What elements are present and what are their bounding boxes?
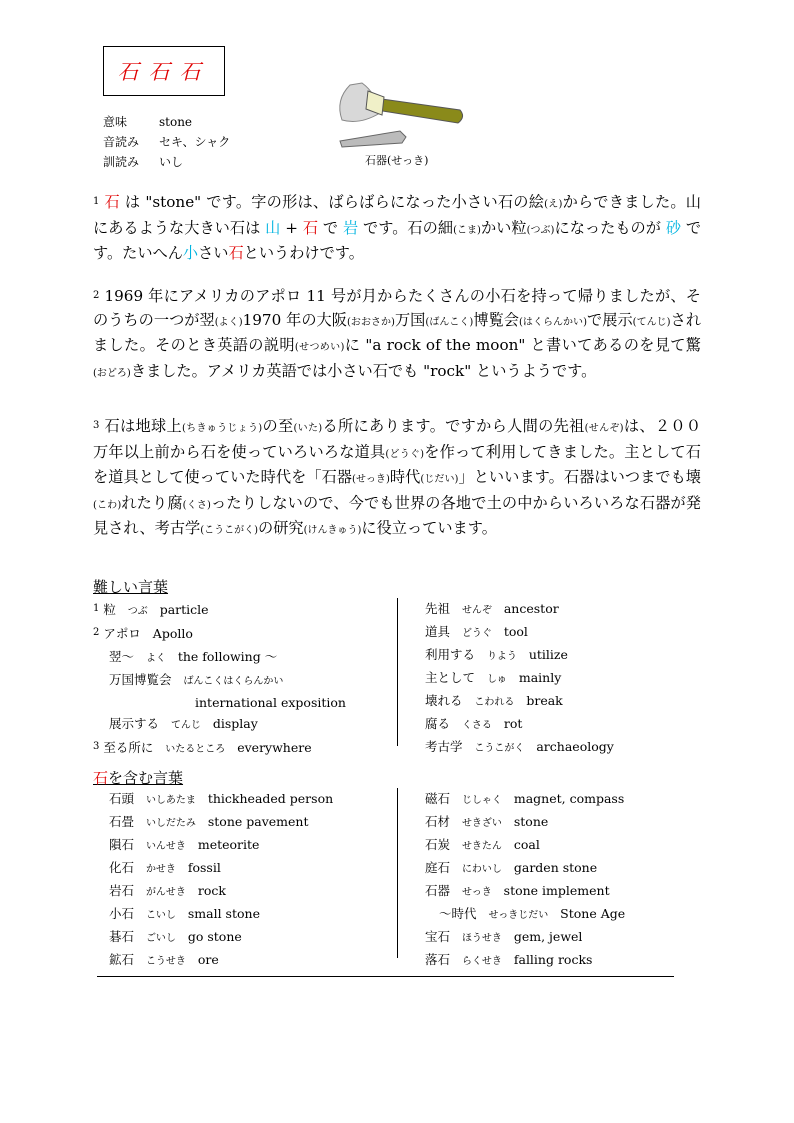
vocab-row: 落石 らくせき falling rocks (425, 952, 593, 967)
paragraph-2: 2 1969 年にアメリカのアポロ 11 号が月からたくさんの小石を持って帰りましたが、そのうちの一つが翌(よく)1970 年の大阪(おおさか)万国(ばんこく)博覧会(はくらんかい)で展示(てんじ)されました。そのとき英語の説明(せつめい)に "a rock of the moon" と書いてあるのを見て驚(おどろ)きました。アメリカ英語では小さい石でも "rock" というようです。 (93, 287, 702, 380)
vocab-row: 壊れる こわれる break (425, 693, 563, 708)
vocab-row: 隕石 いんせき meteorite (109, 837, 260, 852)
divider-vertical (397, 788, 398, 958)
vocab-row: 石頭 いしあたま thickheaded person (109, 791, 334, 806)
difficult-words-right (425, 598, 614, 759)
vocab-row: 翌〜 よく the following 〜 (109, 649, 278, 664)
vocab-row: 利用する りよう utilize (425, 647, 568, 662)
vocab-row: 小石 こいし small stone (109, 906, 260, 921)
stone-words-right (425, 788, 625, 972)
vocab-row: 考古学 こうこがく archaeology (425, 739, 614, 754)
paragraph-1: 1 石 は "stone" です。字の形は、ばらばらになった小さい石の絵(え)からできました。山にあるような大きい石は 山 + 石 で 岩 です。石の細(こま)かい粒(つぶ)になったものが 砂 です。たいへん小さい石というわけです。 (93, 193, 702, 262)
vocab-row: 鉱石 こうせき ore (109, 952, 219, 967)
readings-list (103, 112, 230, 172)
vocab-row: 腐る くさる rot (425, 716, 523, 731)
stone-axe-illustration (330, 75, 470, 155)
kanji-title-box (103, 46, 225, 96)
stone-words-heading: 石を含む言葉 (93, 769, 184, 787)
vocab-row: 石炭 せきたん coal (425, 837, 540, 852)
kanji-glyphs: 石石石 (117, 60, 211, 84)
stone-words-left (109, 788, 333, 972)
vocab-row: 石器 せっき stone implement (425, 883, 610, 898)
vocab-row: $^2$ アポロ Apollo (93, 626, 193, 641)
vocab-row: $^3$ 至る所に いたるところ everywhere (93, 740, 312, 755)
footer-rule (97, 976, 674, 977)
vocab-row: $^1$ 粒 つぶ particle (93, 602, 209, 617)
vocab-row: 碁石 ごいし go stone (109, 929, 242, 944)
vocab-row: 〜時代 せっきじだい Stone Age (439, 906, 626, 921)
divider-vertical (397, 598, 398, 746)
paragraph-3: 3 石は地球上(ちきゅうじょう)の至(いた)る所にあります。ですから人間の先祖(せんぞ)は、２００万年以上前から石を使っていろいろな道具(どうぐ)を作って利用してきました。主として石を道具として使っていた時代を「石器(せっき)時代(じだい)」といいます。石器はいつまでも壊(こわ)れたり腐(くさ)ったりしないので、今でも世界の各地で土の中からいろいろな石器が発見され、考古学(こうこがく)の研究(けんきゅう)に役立っています。 (93, 417, 702, 537)
vocab-row: 道具 どうぐ tool (425, 624, 528, 639)
vocab-row: 先祖 せんぞ ancestor (425, 601, 559, 616)
vocab-row: 石材 せきざい stone (425, 814, 549, 829)
reading-meaning: 意味 stone (103, 115, 193, 129)
vocab-row: 展示する てんじ display (109, 716, 258, 731)
vocab-row: 庭石 にわいし garden stone (425, 860, 598, 875)
vocab-row: 万国博覧会 ばんこくはくらんかい (109, 672, 284, 687)
illustration-caption: 石器(せっき) (365, 154, 429, 167)
vocab-row: 石畳 いしだたみ stone pavement (109, 814, 309, 829)
difficult-words-heading: 難しい言葉 (93, 578, 169, 596)
vocab-row: 化石 かせき fossil (109, 860, 221, 875)
reading-on: 音読み セキ、シャク (103, 135, 231, 149)
stone-blade (340, 131, 406, 147)
vocab-row: 磁石 じしゃく magnet, compass (425, 791, 625, 806)
vocab-row: 主として しゅ mainly (425, 670, 562, 685)
vocab-row: 宝石 ほうせき gem, jewel (425, 929, 583, 944)
reading-kun: 訓読み いし (103, 155, 184, 169)
vocab-row: international exposition (195, 695, 346, 710)
vocab-row: 岩石 がんせき rock (109, 883, 226, 898)
difficult-words-left (93, 598, 346, 760)
